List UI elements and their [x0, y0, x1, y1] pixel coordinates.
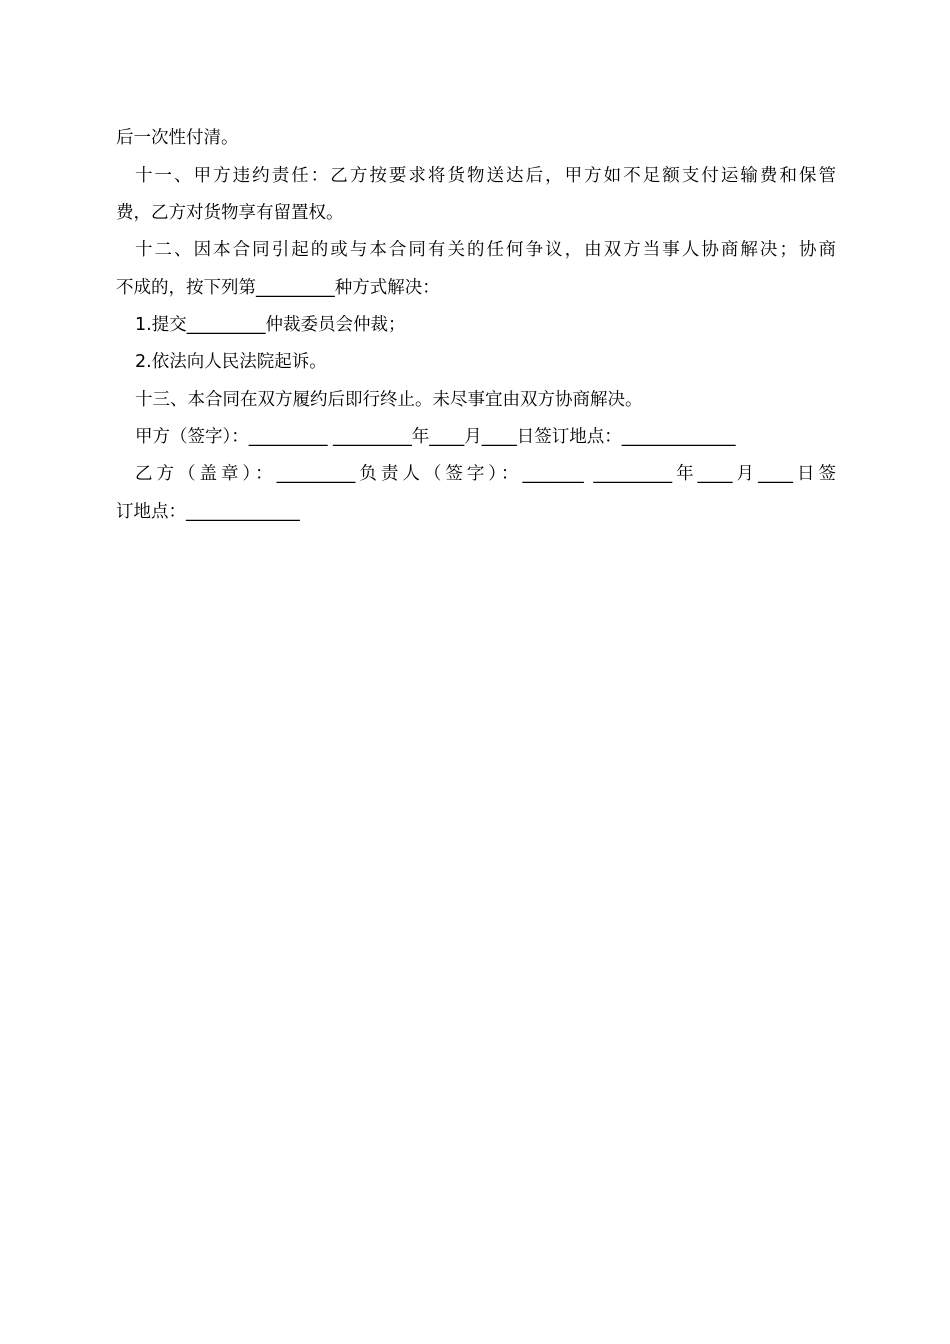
text-line-1: 后一次性付清。	[116, 128, 239, 148]
party-b-signature-line-2: 订地点：_____________	[116, 502, 300, 522]
option-1: 1.提交_________仲裁委员会仲裁；	[135, 315, 406, 335]
clause-11-line-1: 十一、甲方违约责任：乙方按要求将货物送达后，甲方如不足额支付运输费和保管	[135, 166, 836, 186]
clause-13: 十三、本合同在双方履约后即行终止。未尽事宜由双方协商解决。	[135, 390, 643, 410]
party-b-signature-line-1: 乙方（盖章）：_________负责人（签字）：_______ _________年____月____日签	[135, 464, 836, 484]
clause-11-line-2: 费，乙方对货物享有留置权。	[116, 203, 344, 223]
clause-12-line-2: 不成的，按下列第_________种方式解决：	[116, 278, 440, 298]
option-2: 2.依法向人民法院起诉。	[135, 352, 327, 372]
party-a-signature-line: 甲方（签字）：_________ _________年____月____日签订地点：_____________	[135, 427, 736, 447]
clause-12-line-1: 十二、因本合同引起的或与本合同有关的任何争议，由双方当事人协商解决；协商	[135, 240, 836, 260]
